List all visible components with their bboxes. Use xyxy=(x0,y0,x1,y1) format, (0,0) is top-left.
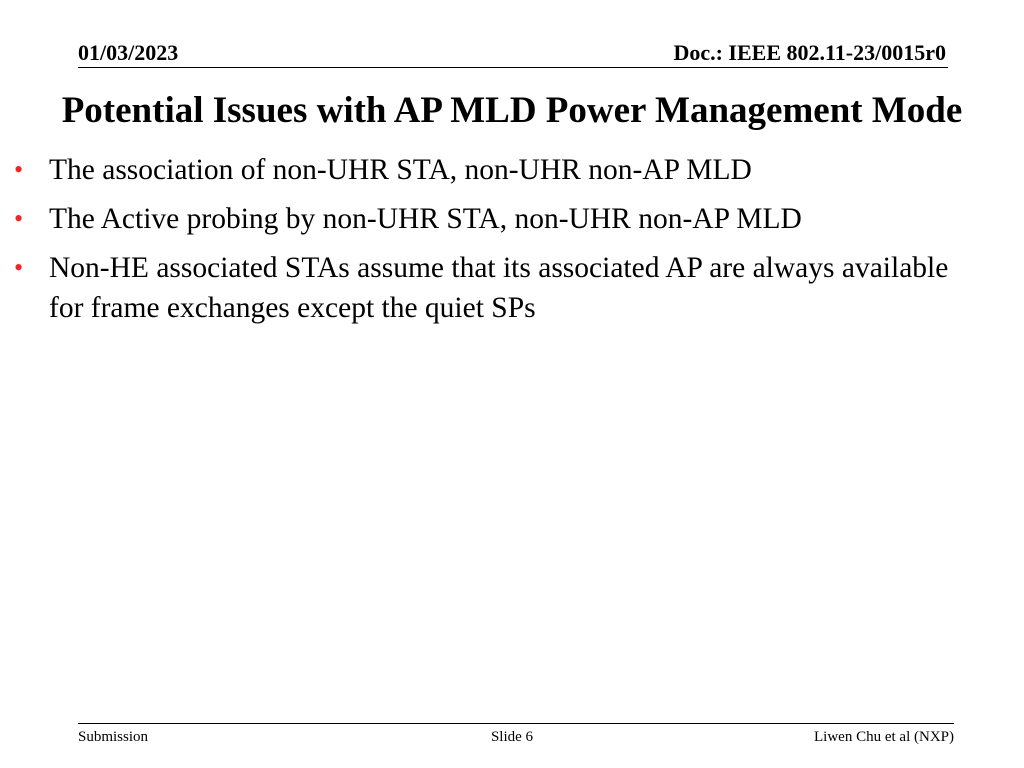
header-doc-id: Doc.: IEEE 802.11-23/0015r0 xyxy=(673,40,946,65)
header-date: 01/03/2023 xyxy=(78,40,179,65)
bullet-text: Non-HE associated STAs assume that its associated AP are always available for frame exchanges except the quiet SPs xyxy=(49,252,949,324)
bullet-icon: • xyxy=(14,253,24,282)
bullet-text: The Active probing by non-UHR STA, non-UHR non-AP MLD xyxy=(49,203,802,235)
footer-submission: Submission xyxy=(78,729,149,745)
footer-slide-number: Slide 6 xyxy=(490,729,534,745)
bullet-icon: • xyxy=(14,155,24,184)
bullet-item xyxy=(0,248,969,328)
slide-title: Potential Issues with AP MLD Power Management Mode xyxy=(61,90,963,131)
bullet-item xyxy=(0,199,969,239)
bullet-icon: • xyxy=(14,204,24,233)
footer-author: Liwen Chu et al (NXP) xyxy=(814,729,954,745)
footer-divider xyxy=(78,723,954,724)
bullet-text: The association of non-UHR STA, non-UHR non-AP MLD xyxy=(49,154,752,186)
bullet-item xyxy=(0,150,969,190)
bullet-list xyxy=(0,150,1024,337)
header-divider xyxy=(78,67,948,68)
